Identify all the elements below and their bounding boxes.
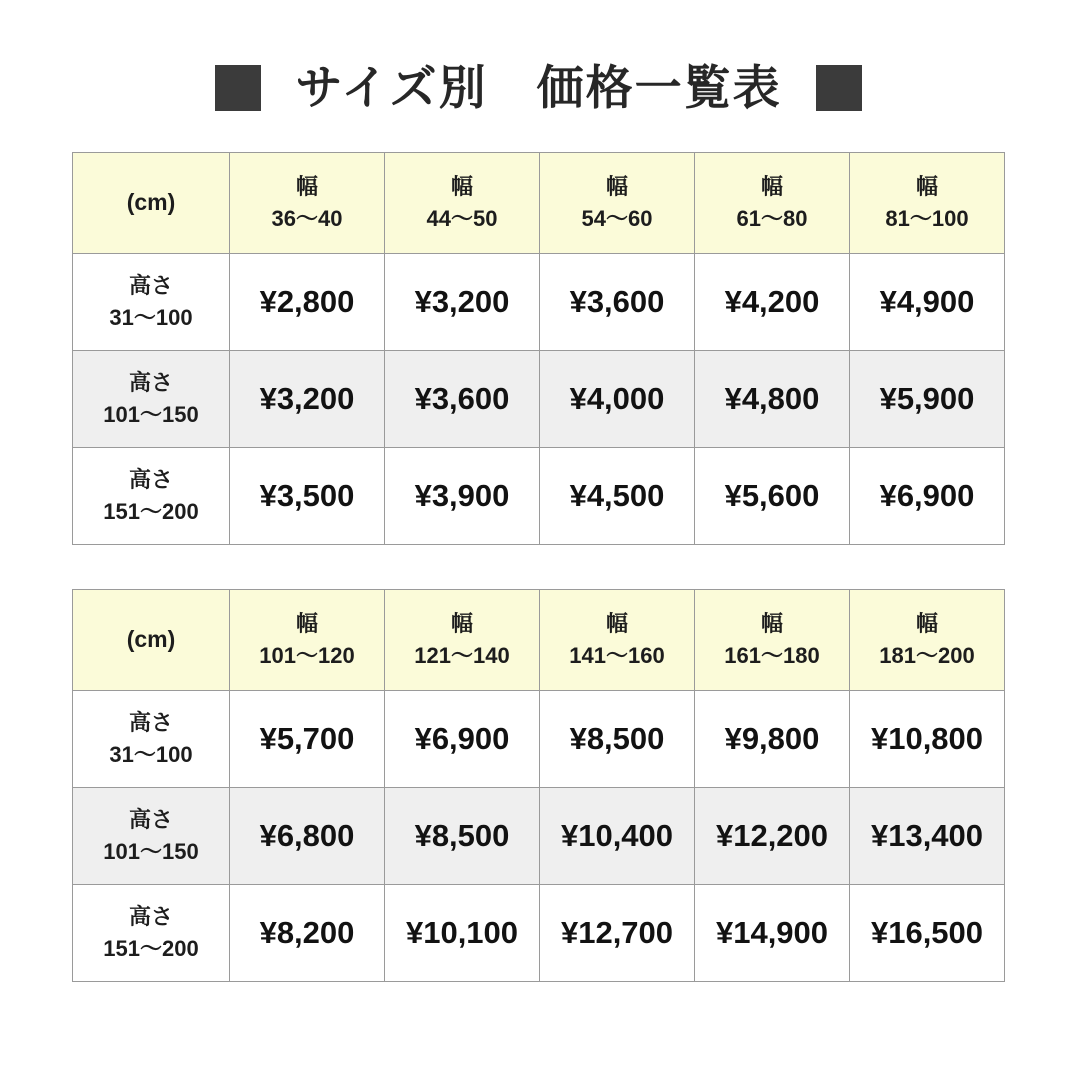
price-cell: ¥4,800: [695, 350, 850, 447]
row-header: [73, 350, 230, 447]
price-cell: ¥5,700: [230, 690, 385, 787]
column-header-line2: 61〜80: [736, 205, 808, 231]
column-header: [540, 589, 695, 690]
price-cell: ¥10,400: [540, 787, 695, 884]
column-header: [540, 152, 695, 253]
square-bullet-right-icon: [816, 65, 862, 111]
column-header-line2: 36〜40: [271, 205, 343, 231]
table-row: [73, 253, 1005, 350]
table-row: [73, 787, 1005, 884]
row-header-line1: 高さ: [128, 903, 173, 929]
price-cell: ¥3,200: [385, 253, 540, 350]
price-cell: ¥3,500: [230, 447, 385, 544]
column-header-line2: 101〜120: [259, 642, 355, 668]
column-header: [385, 152, 540, 253]
price-cell: ¥12,700: [540, 884, 695, 981]
price-cell: ¥14,900: [695, 884, 850, 981]
unit-corner-label: (cm): [73, 152, 230, 253]
page-title-text: サイズ別 価格一覧表: [295, 61, 782, 114]
price-cell: ¥10,100: [385, 884, 540, 981]
table-header-row: [73, 152, 1005, 253]
table-row: [73, 350, 1005, 447]
column-header-line1: 幅: [295, 610, 318, 636]
unit-corner-label: (cm): [73, 589, 230, 690]
table-row: [73, 884, 1005, 981]
column-header-line1: 幅: [760, 610, 783, 636]
table-header-row: [73, 589, 1005, 690]
table-row: [73, 690, 1005, 787]
row-header-line2: 31〜100: [109, 304, 193, 330]
column-header: [385, 589, 540, 690]
price-table-2-body: [73, 690, 1005, 981]
price-cell: ¥6,800: [230, 787, 385, 884]
row-header: [73, 690, 230, 787]
row-header: [73, 447, 230, 544]
price-table-2-wrap: [0, 589, 1077, 982]
price-cell: ¥3,600: [540, 253, 695, 350]
price-cell: ¥4,000: [540, 350, 695, 447]
row-header-line1: 高さ: [128, 272, 173, 298]
price-cell: ¥13,400: [850, 787, 1005, 884]
row-header-line2: 31〜100: [109, 741, 193, 767]
column-header-line1: 幅: [760, 173, 783, 199]
price-table-1: [72, 152, 1005, 545]
row-header: [73, 884, 230, 981]
price-cell: ¥5,900: [850, 350, 1005, 447]
price-cell: ¥6,900: [850, 447, 1005, 544]
column-header-line1: 幅: [605, 173, 628, 199]
column-header: [230, 589, 385, 690]
column-header: [850, 589, 1005, 690]
price-cell: ¥2,800: [230, 253, 385, 350]
column-header-line2: 141〜160: [569, 642, 665, 668]
column-header: [695, 589, 850, 690]
row-header-line1: 高さ: [128, 369, 173, 395]
price-table-1-body: [73, 253, 1005, 544]
column-header: [695, 152, 850, 253]
price-cell: ¥4,900: [850, 253, 1005, 350]
column-header-line2: 54〜60: [581, 205, 653, 231]
price-cell: ¥3,200: [230, 350, 385, 447]
row-header-line2: 101〜150: [103, 401, 199, 427]
price-cell: ¥3,900: [385, 447, 540, 544]
column-header-line2: 44〜50: [426, 205, 498, 231]
column-header-line1: 幅: [295, 173, 318, 199]
column-header-line2: 121〜140: [414, 642, 510, 668]
column-header-line2: 81〜100: [885, 205, 969, 231]
column-header-line1: 幅: [605, 610, 628, 636]
square-bullet-left-icon: [215, 65, 261, 111]
price-cell: ¥16,500: [850, 884, 1005, 981]
price-table-1-head: [73, 152, 1005, 253]
price-cell: ¥5,600: [695, 447, 850, 544]
price-table-2-head: [73, 589, 1005, 690]
row-header-line1: 高さ: [128, 806, 173, 832]
price-cell: ¥8,200: [230, 884, 385, 981]
column-header-line1: 幅: [450, 610, 473, 636]
price-cell: ¥4,200: [695, 253, 850, 350]
row-header-line2: 101〜150: [103, 838, 199, 864]
price-cell: ¥9,800: [695, 690, 850, 787]
row-header-line2: 151〜200: [103, 498, 199, 524]
row-header: [73, 787, 230, 884]
column-header-line1: 幅: [915, 173, 938, 199]
row-header-line1: 高さ: [128, 466, 173, 492]
price-cell: ¥4,500: [540, 447, 695, 544]
page-title: [0, 0, 1077, 124]
row-header-line2: 151〜200: [103, 935, 199, 961]
price-cell: ¥3,600: [385, 350, 540, 447]
price-table-2: [72, 589, 1005, 982]
price-cell: ¥6,900: [385, 690, 540, 787]
price-cell: ¥8,500: [540, 690, 695, 787]
column-header: [850, 152, 1005, 253]
row-header: [73, 253, 230, 350]
column-header-line1: 幅: [450, 173, 473, 199]
price-cell: ¥10,800: [850, 690, 1005, 787]
table-row: [73, 447, 1005, 544]
column-header-line2: 181〜200: [879, 642, 975, 668]
column-header-line1: 幅: [915, 610, 938, 636]
price-table-1-wrap: [0, 152, 1077, 545]
price-cell: ¥8,500: [385, 787, 540, 884]
column-header: [230, 152, 385, 253]
row-header-line1: 高さ: [128, 709, 173, 735]
price-cell: ¥12,200: [695, 787, 850, 884]
column-header-line2: 161〜180: [724, 642, 820, 668]
